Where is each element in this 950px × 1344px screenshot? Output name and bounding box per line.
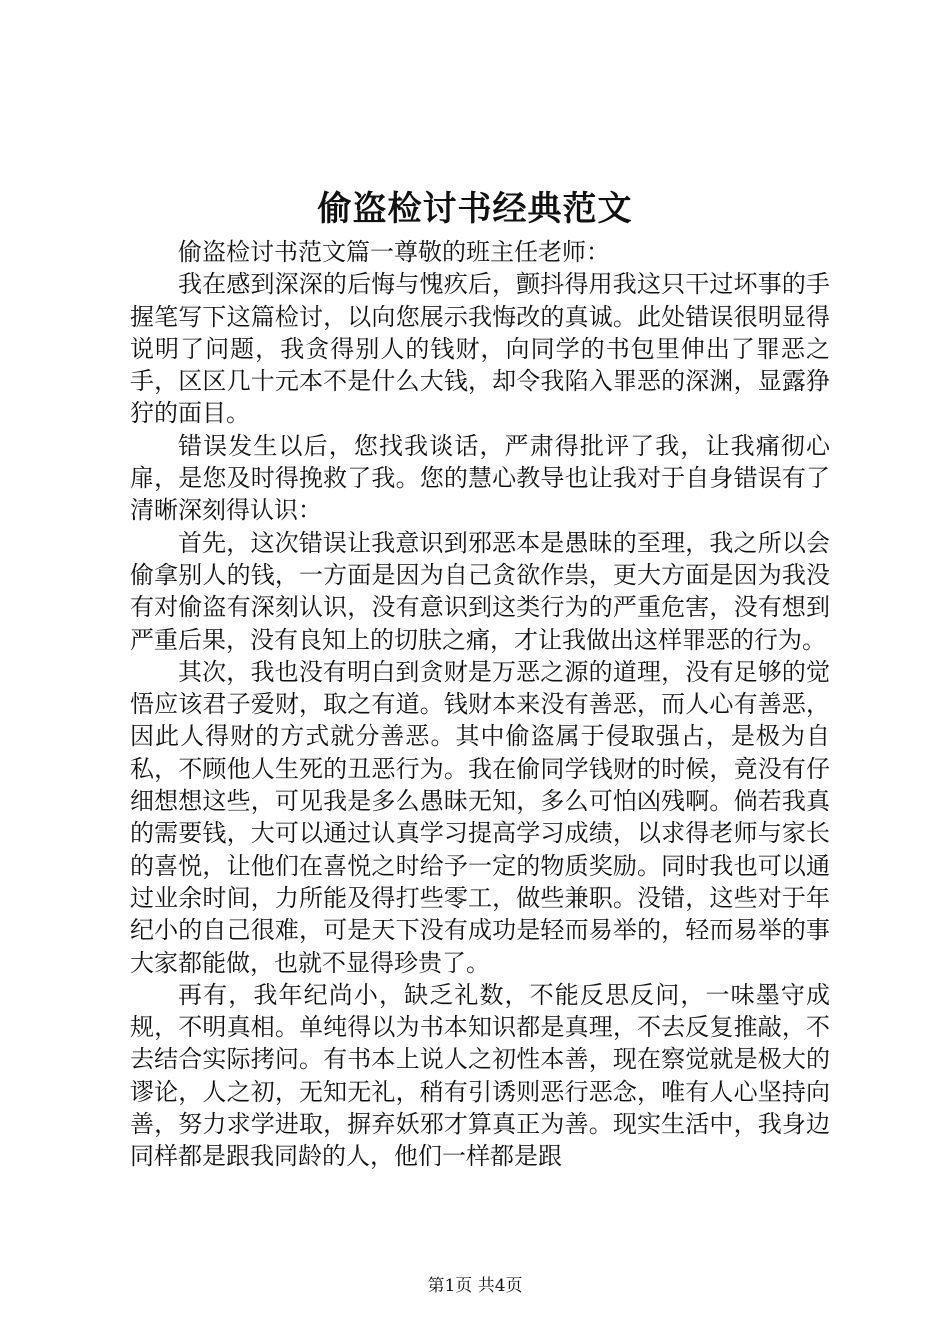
paragraph-5: 再有，我年纪尚小，缺乏礼数，不能反思反问，一味墨守成规，不明真相。单纯得以为书本知识都是真理，不去反复推敲，不去结合实际拷问。有书本上说人之初性本善，现在察觉就是极大的谬论，人之初，无知无礼，稍有引诱则恶行恶念，唯有人心坚持向善，努力求学进取，摒弃妖邪才算真正为善。现实生活中，我身边同样都是跟我同龄的人，他们一样都是跟 [130, 980, 830, 1171]
paragraph-2: 错误发生以后，您找我谈话，严肃得批评了我，让我痛彻心扉，是您及时得挽救了我。您的慧心教导也让我对于自身错误有了清晰深刻得认识： [130, 431, 830, 525]
paragraph-1: 我在感到深深的后悔与愧疚后，颤抖得用我这只干过坏事的手握笔写下这篇检讨，以向您展示我悔改的真诚。此处错误很明显得说明了问题，我贪得别人的钱财，向同学的书包里伸出了罪恶之手，区区几十元本不是什么大钱，却令我陷入罪恶的深渊，显露狰狞的面目。 [130, 270, 830, 428]
page-number-footer: 第1页 共4页 [427, 1276, 523, 1296]
document-body [130, 236, 830, 1173]
document-title: 偷盗检讨书经典范文 [317, 189, 633, 229]
paragraph-4: 其次，我也没有明白到贪财是万恶之源的道理，没有足够的觉悟应该君子爱财，取之有道。钱财本来没有善恶，而人心有善恶，因此人得财的方式就分善恶。其中偷盗属于侵取强占，是极为自私，不顾他人生死的丑恶行为。我在偷同学钱财的时候，竟没有仔细想想这些，可见我是多么愚昧无知，多么可怕凶残啊。倘若我真的需要钱，大可以通过认真学习提高学习成绩，以求得老师与家长的喜悦，让他们在喜悦之时给予一定的物质奖励。同时我也可以通过业余时间，力所能及得打些零工，做些兼职。没错，这些对于年纪小的自己很难，可是天下没有成功是轻而易举的，轻而易举的事大家都能做，也就不显得珍贵了。 [130, 657, 830, 977]
paragraph-salutation: 偷盗检讨书范文篇一尊敬的班主任老师： [178, 238, 610, 266]
paragraph-3: 首先，这次错误让我意识到邪恶本是愚昧的至理，我之所以会偷拿别人的钱，一方面是因为自己贪欲作祟，更大方面是因为我没有对偷盗有深刻认识，没有意识到这类行为的严重危害，没有想到严重后果，没有良知上的切肤之痛，才让我做出这样罪恶的行为。 [130, 528, 830, 654]
